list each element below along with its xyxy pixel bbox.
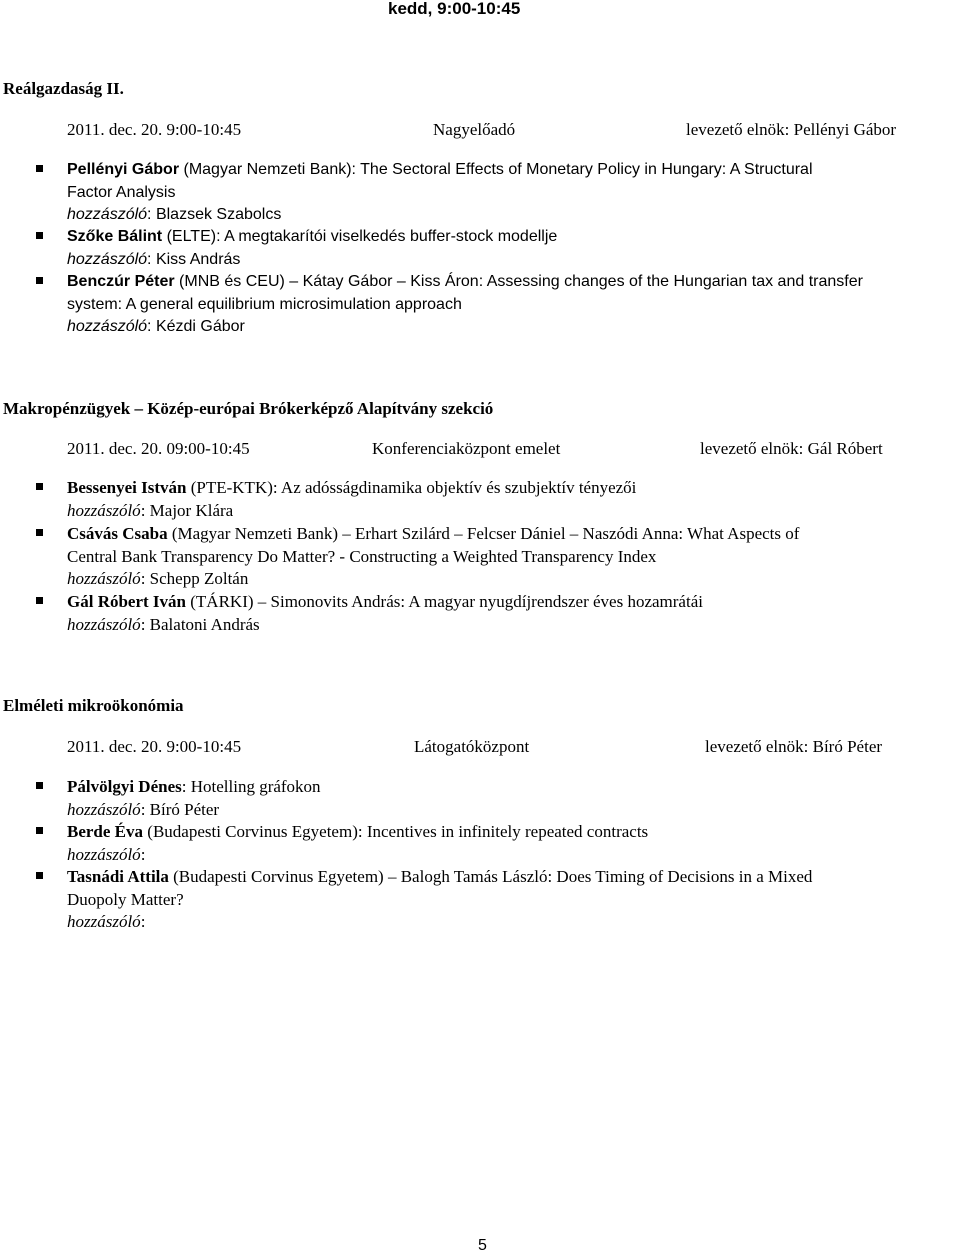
discussant-label: hozzászóló: [67, 569, 141, 588]
talk-item: [67, 226, 959, 271]
talk-speaker: Benczúr Péter: [67, 273, 175, 290]
talk-speaker: Berde Éva: [67, 822, 144, 841]
page-number: 5: [478, 1237, 487, 1254]
talk-title: (ELTE): A megtakarítói viselkedés buffer-stock modellje: [162, 228, 558, 245]
section-title: Elméleti mikroökonómia: [3, 696, 184, 715]
square-bullet-icon: [36, 277, 43, 284]
square-bullet-icon: [36, 597, 43, 604]
talk-title: (MNB és CEU) – Kátay Gábor – Kiss Áron: Assessing changes of the Hungarian tax and transfer: [174, 273, 863, 290]
page-header-day: kedd, 9:00-10:45: [388, 0, 521, 18]
talk-title: : Hotelling gráfokon: [181, 777, 321, 796]
talk-item: [67, 776, 959, 821]
discussant-name: :: [140, 844, 146, 864]
talk-title: (TÁRKI) – Simonovits András: A magyar nyugdíjrendszer éves hozamrátái: [186, 592, 703, 611]
square-bullet-icon: [36, 872, 43, 879]
talk-speaker: Gál Róbert Iván: [67, 592, 186, 611]
discussant-name: :: [140, 912, 146, 931]
discussant-name: : Major Klára: [140, 500, 234, 520]
section-chair: levezető elnök: Gál Róbert: [700, 439, 883, 458]
discussant-name: : Balatoni András: [140, 614, 260, 634]
discussant-label: hozzászóló: [67, 206, 148, 223]
talk-title-cont: Factor Analysis: [67, 183, 176, 201]
discussant-name: : Schepp Zoltán: [140, 569, 249, 588]
talk-item: [67, 477, 959, 522]
square-bullet-icon: [36, 165, 43, 172]
discussant-name: : Kiss András: [147, 250, 241, 268]
talk-item: [67, 866, 959, 934]
discussant-name: : Bíró Péter: [140, 799, 220, 819]
talk-title: (Budapesti Corvinus Egyetem) – Balogh Tamás László: Does Timing of Decisions in a Mixed: [168, 867, 813, 886]
discussant-label: hozzászóló: [67, 614, 141, 634]
section-title: Makropénzügyek – Közép-európai Brókerképző Alapítvány szekció: [3, 399, 494, 418]
talk-title-cont: system: A general equilibrium microsimulation approach: [67, 295, 462, 313]
talk-title: (Magyar Nemzeti Bank) – Erhart Szilárd – Felcser Dániel – Naszódi Anna: What Aspects of: [167, 524, 800, 543]
talk-discussant: [67, 799, 959, 822]
talk-item: [67, 523, 959, 591]
talk-item: [67, 159, 959, 227]
talk-speaker: Szőke Bálint: [67, 228, 163, 245]
section-room: Konferenciaközpont emelet: [372, 439, 561, 458]
square-bullet-icon: [36, 827, 43, 834]
discussant-label: hozzászóló: [67, 799, 141, 819]
square-bullet-icon: [36, 483, 43, 490]
talk-discussant: [67, 911, 959, 934]
square-bullet-icon: [36, 529, 43, 536]
section-room: Látogatóközpont: [414, 737, 530, 756]
talk-speaker: Pálvölgyi Dénes: [67, 777, 182, 796]
talk-speaker: Csávás Csaba: [67, 524, 168, 543]
talk-speaker: Tasnádi Attila: [67, 867, 169, 886]
discussant-name: : Kézdi Gábor: [147, 318, 245, 335]
talk-discussant: [67, 316, 959, 339]
discussant-name: : Blazsek Szabolcs: [147, 206, 282, 223]
discussant-label: hozzászóló: [67, 844, 141, 864]
discussant-label: hozzászóló: [67, 500, 141, 520]
talk-title: (Budapesti Corvinus Egyetem): Incentives in infinitely repeated contracts: [143, 822, 649, 841]
discussant-label: hozzászóló: [67, 912, 141, 931]
talk-discussant: [67, 614, 959, 637]
section-date-time: 2011. dec. 20. 09:00-10:45: [67, 439, 250, 458]
square-bullet-icon: [36, 782, 43, 789]
discussant-label: hozzászóló: [67, 250, 148, 268]
section-room: Nagyelőadó: [433, 120, 516, 139]
talk-item: [67, 821, 959, 866]
talk-discussant: [67, 204, 959, 227]
talk-speaker: Pellényi Gábor: [67, 161, 180, 178]
talk-title-cont: Central Bank Transparency Do Matter? - Constructing a Weighted Transparency Index: [67, 546, 657, 566]
section-date-time: 2011. dec. 20. 9:00-10:45: [67, 120, 242, 139]
talk-discussant: [67, 844, 959, 867]
talk-discussant: [67, 568, 959, 591]
section-chair: levezető elnök: Bíró Péter: [705, 737, 883, 756]
section-chair: levezető elnök: Pellényi Gábor: [686, 120, 897, 139]
discussant-label: hozzászóló: [67, 318, 148, 335]
talk-discussant: [67, 500, 959, 523]
square-bullet-icon: [36, 232, 43, 239]
talk-item: [67, 591, 959, 636]
talk-item: [67, 271, 959, 339]
section-title: Reálgazdaság II.: [3, 79, 124, 98]
talk-title-cont: Duopoly Matter?: [67, 889, 184, 909]
talk-discussant: [67, 249, 959, 272]
talk-title: (Magyar Nemzeti Bank): The Sectoral Effects of Monetary Policy in Hungary: A Structural: [179, 161, 813, 178]
talk-title: (PTE-KTK): Az adósságdinamika objektív és szubjektív tényezői: [186, 478, 637, 497]
talk-speaker: Bessenyei István: [67, 478, 187, 497]
section-date-time: 2011. dec. 20. 9:00-10:45: [67, 737, 242, 756]
